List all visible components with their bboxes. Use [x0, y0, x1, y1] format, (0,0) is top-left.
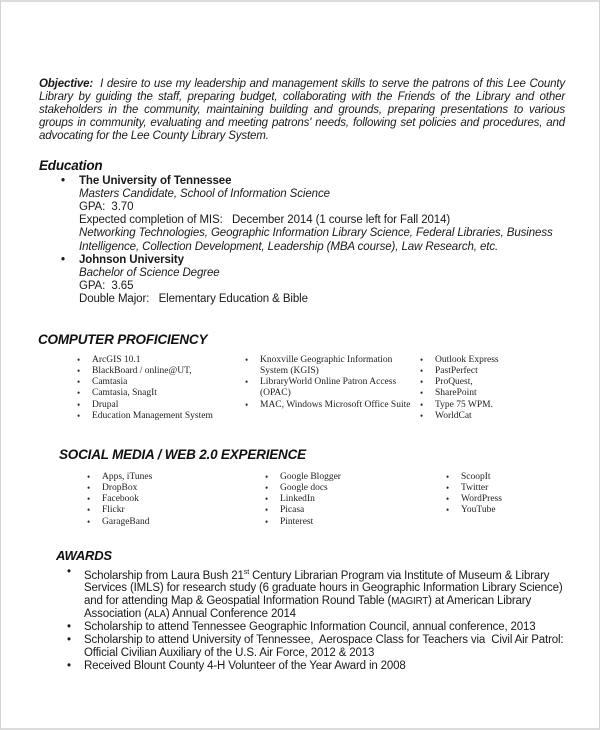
award-text-segment: st	[243, 567, 250, 576]
education-detail-line: Networking Technologies, Geographic Information Library Science, Federal Libraries, Business Intelligence, Collection Development, Leadership (MBA course), Law Research, etc.	[79, 227, 556, 253]
social-media-col-2	[264, 472, 414, 528]
list-item: • WorldCat	[419, 411, 569, 422]
objective-label: Objective:	[39, 78, 94, 90]
education-school-name: • Johnson University	[61, 254, 569, 267]
list-item: • GarageBand	[86, 517, 236, 528]
list-item: • Education Management System	[76, 411, 236, 422]
list-item: • PastPerfect	[419, 366, 569, 377]
computer-proficiency-col-1	[76, 355, 236, 423]
list-item: • ProQuest,	[419, 377, 569, 388]
objective-text: I desire to use my leadership and management skills to serve the patrons of this Lee County Library by guiding the staff, preparing budget, collaborating with the Friends of the Library and other stakeholders in the community, maintaining building and grounds, preparing presentations to various groups in community, evaluating and meeting patrons' needs, following set policies and procedures, and advocating for the Lee County Library System.	[39, 78, 565, 142]
award-text-segment: Century Librarian Program via Institute of Museum & Library Services (IMLS) for research study (6 graduate hours in Geographic Information Library Science) and for attending Map & Geospatial Information Round Table (	[84, 569, 566, 608]
list-item: • Facebook	[86, 494, 236, 505]
education-entry	[61, 254, 569, 307]
award-text-segment: MAGIRT	[391, 596, 429, 608]
list-item: • Camtasia	[76, 377, 236, 388]
list-item: • Google docs	[264, 483, 414, 494]
awards-heading: AWARDS	[56, 547, 112, 563]
list-item: • WordPress	[445, 494, 585, 505]
list-item: • Google Blogger	[264, 472, 414, 483]
award-text-segment: Received Blount County 4-H Volunteer of the Year Award in 2008	[84, 660, 406, 673]
list-item: • DropBox	[86, 483, 236, 494]
education-entry	[61, 175, 569, 254]
list-item: • Outlook Express	[419, 355, 569, 366]
computer-proficiency-heading: COMPUTER PROFICIENCY	[38, 331, 208, 347]
list-item: • Picasa	[264, 505, 414, 516]
social-media-columns	[1, 472, 599, 532]
computer-proficiency-col-3	[419, 355, 569, 423]
award-item	[67, 621, 569, 634]
education-heading: Education	[39, 157, 103, 173]
computer-proficiency-columns	[1, 355, 599, 427]
list-item: • Type 75 WPM.	[419, 400, 569, 411]
objective-paragraph	[39, 78, 565, 143]
computer-proficiency-col-2	[244, 355, 416, 411]
list-item: • Pinterest	[264, 517, 414, 528]
award-text-segment: Scholarship to attend University of Tennessee, Aerospace Class for Teachers via Civil Air Patrol: Official Civilian Auxiliary of the U.S. Air Force, 2012 & 2013	[84, 634, 567, 660]
awards-list	[67, 566, 569, 674]
award-text-segment: Scholarship from Laura Bush 21	[84, 569, 244, 582]
award-item	[67, 634, 569, 660]
list-item: • Drupal	[76, 400, 236, 411]
list-item: • ArcGIS 10.1	[76, 355, 236, 366]
list-item: • Twitter	[445, 483, 585, 494]
education-detail-line: Double Major: Elementary Education & Bible	[79, 293, 308, 306]
list-item: • Camtasia, SnagIt	[76, 388, 236, 399]
list-item: • LibraryWorld Online Patron Access (OPAC)	[244, 377, 416, 400]
list-item: • YouTube	[445, 505, 585, 516]
education-detail-line: GPA: 3.70	[79, 200, 134, 213]
list-item: • SharePoint	[419, 388, 569, 399]
social-media-col-3	[445, 472, 585, 517]
education-detail-line: Expected completion of MIS: December 2014 (1 course left for Fall 2014)	[79, 214, 451, 227]
award-text-segment: Scholarship to attend Tennessee Geographic Information Council, annual conference, 2013	[84, 621, 536, 634]
list-item: • Knoxville Geographic Information System (KGIS)	[244, 355, 416, 378]
education-detail-line: Masters Candidate, School of Information Science	[79, 187, 330, 200]
list-item: • ScoopIt	[445, 472, 585, 483]
award-item	[67, 660, 569, 673]
education-detail-line: Bachelor of Science Degree	[79, 266, 220, 279]
list-item: • Flickr	[86, 505, 236, 516]
social-media-col-1	[86, 472, 236, 528]
list-item: • MAC, Windows Microsoft Office Suite	[244, 400, 416, 411]
education-school-name: • The University of Tennessee	[61, 175, 569, 188]
education-list	[61, 175, 569, 307]
list-item: • BlackBoard / online@UT,	[76, 366, 236, 377]
social-media-heading: SOCIAL MEDIA / WEB 2.0 EXPERIENCE	[59, 446, 306, 462]
list-item: • Apps, iTunes	[86, 472, 236, 483]
award-text-segment: ) at American Library Association (	[84, 595, 534, 621]
award-item	[67, 566, 569, 622]
award-text-segment: ALA	[147, 609, 166, 621]
list-item: • LinkedIn	[264, 494, 414, 505]
award-text-segment: ) Annual Conference 2014	[165, 608, 296, 621]
education-detail-line: GPA: 3.65	[79, 280, 134, 293]
